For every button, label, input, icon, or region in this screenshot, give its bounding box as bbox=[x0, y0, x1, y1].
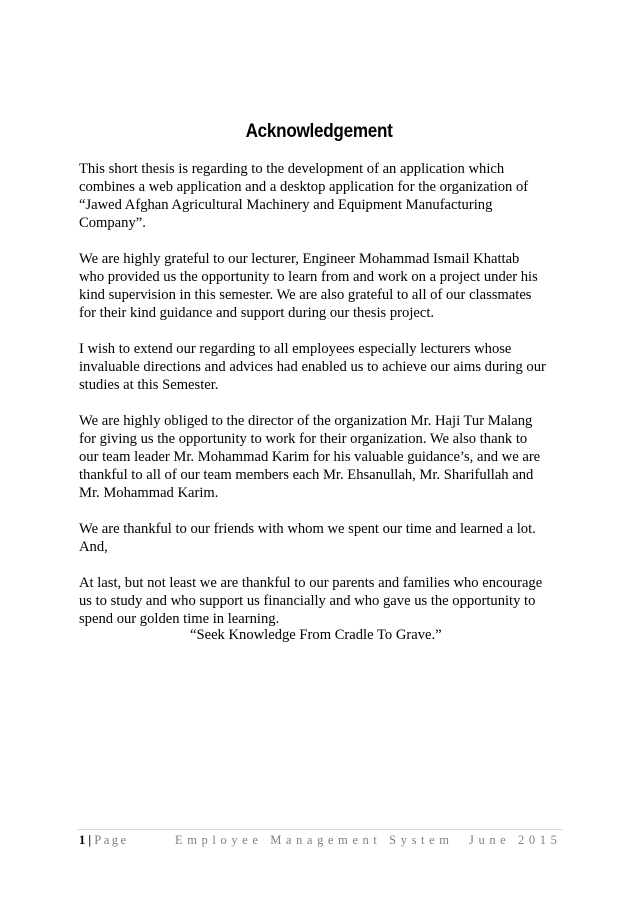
paragraph-intro bbox=[79, 160, 579, 232]
paragraph-line: At last, but not least we are thankful to our parents and families who encourage bbox=[79, 575, 543, 591]
closing-quote: “Seek Knowledge From Cradle To Grave.” bbox=[190, 627, 442, 643]
paragraph-line: kind supervision in this semester. We are also grateful to all of our classmates bbox=[79, 287, 532, 303]
paragraph-line: We are highly obliged to the director of the organization Mr. Haji Tur Malang bbox=[79, 413, 533, 429]
page-title: Acknowledgement bbox=[245, 121, 393, 142]
paragraph-friends bbox=[79, 520, 579, 556]
paragraph-line: thankful to all of our team members each Mr. Ehsanullah, Mr. Sharifullah and bbox=[79, 467, 534, 483]
paragraph-parents bbox=[79, 574, 579, 628]
footer-date: June 2015 bbox=[469, 833, 562, 847]
paragraph-line: And, bbox=[79, 539, 108, 555]
paragraph-line: We are highly grateful to our lecturer, Engineer Mohammad Ismail Khattab bbox=[79, 251, 520, 267]
paragraph-line: studies at this Semester. bbox=[79, 377, 219, 393]
paragraph-line: We are thankful to our friends with whom we spent our time and learned a lot. bbox=[79, 521, 536, 537]
paragraph-line: combines a web application and a desktop application for the organization of bbox=[79, 179, 529, 195]
page-footer bbox=[79, 831, 562, 849]
footer-separator: | bbox=[88, 833, 92, 847]
paragraph-line: for their kind guidance and support during our thesis project. bbox=[79, 305, 435, 321]
paragraph-line: invaluable directions and advices had enabled us to achieve our aims during our bbox=[79, 359, 546, 375]
paragraph-line: for giving us the opportunity to work for their organization. We also thank to bbox=[79, 431, 528, 447]
paragraph-line: Mr. Mohammad Karim. bbox=[79, 485, 219, 501]
paragraph-line: I wish to extend our regarding to all employees especially lecturers whose bbox=[79, 341, 512, 357]
paragraph-line: This short thesis is regarding to the development of an application which bbox=[79, 161, 505, 177]
paragraph-lecturer bbox=[79, 250, 579, 322]
page-label: Page bbox=[94, 833, 129, 847]
document-name: Employee Management System bbox=[175, 833, 454, 847]
paragraph-employees bbox=[79, 340, 579, 394]
page-number: 1 bbox=[79, 833, 86, 847]
paragraph-line: Company”. bbox=[79, 215, 146, 231]
paragraph-director bbox=[79, 412, 579, 502]
footer-divider bbox=[77, 829, 563, 830]
paragraph-line: our team leader Mr. Mohammad Karim for his valuable guidance’s, and we are bbox=[79, 449, 541, 465]
paragraph-line: us to study and who support us financially and who gave us the opportunity to bbox=[79, 593, 536, 609]
paragraph-line: spend our golden time in learning. bbox=[79, 611, 280, 627]
paragraph-line: who provided us the opportunity to learn from and work on a project under his bbox=[79, 269, 538, 285]
body-text bbox=[79, 160, 579, 646]
paragraph-line: “Jawed Afghan Agricultural Machinery and Equipment Manufacturing bbox=[79, 197, 493, 213]
